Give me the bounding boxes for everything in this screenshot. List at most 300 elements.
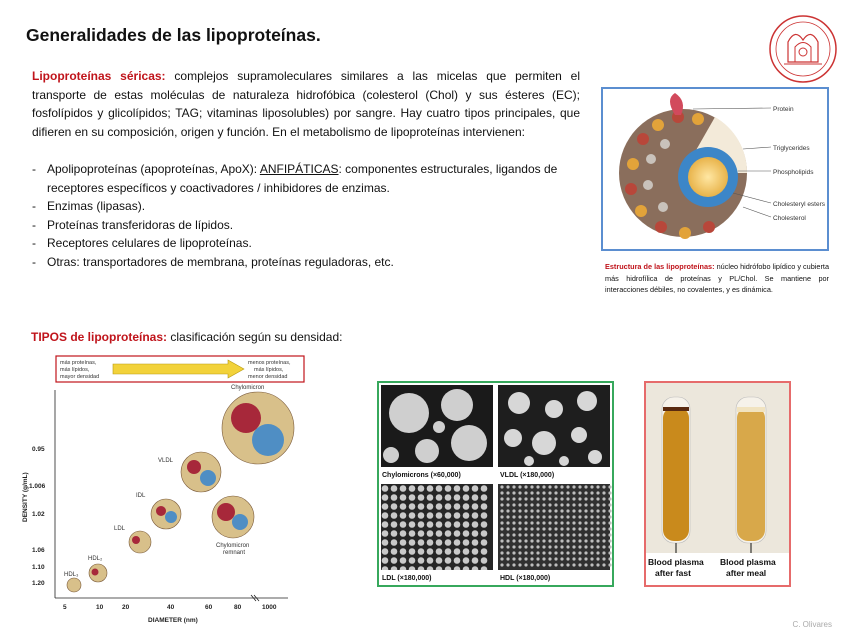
micrograph-particle <box>400 548 407 555</box>
micrograph-particle <box>554 539 557 542</box>
micrograph-particle <box>602 545 605 548</box>
micrograph-particle <box>518 509 521 512</box>
micrograph-particle <box>481 512 488 519</box>
micrograph-particle <box>524 533 527 536</box>
micrograph-particle <box>542 557 545 560</box>
micrograph-particle <box>584 509 587 512</box>
micrograph-particle <box>536 515 539 518</box>
micrograph-particle <box>560 509 563 512</box>
arrow-right-line3: menor densidad <box>248 374 288 380</box>
micrograph-particle <box>506 509 509 512</box>
micrograph-particle <box>596 563 599 566</box>
micrograph-particle <box>578 515 581 518</box>
micrograph-particle <box>418 521 425 528</box>
micrograph-particle <box>418 494 425 501</box>
micrograph-particle <box>512 557 515 560</box>
micrograph-particle <box>548 563 551 566</box>
types-heading-line <box>31 330 342 344</box>
label-idl: IDL <box>136 493 146 499</box>
micrograph-particle <box>608 485 611 488</box>
bullet-list <box>32 160 580 271</box>
lipoprotein-structure-illustration <box>603 89 827 249</box>
micrograph-particle <box>536 563 539 566</box>
micrograph-particle <box>530 551 533 554</box>
micrograph-particle <box>391 548 398 555</box>
micrograph-particle <box>584 557 587 560</box>
micrograph-particle <box>542 491 545 494</box>
micrograph-particle <box>584 491 587 494</box>
micrograph-particle <box>560 551 563 554</box>
plasma-fed <box>737 407 765 541</box>
micrograph-particle <box>566 497 569 500</box>
micrograph-particle <box>500 557 503 560</box>
micrograph-particle <box>548 509 551 512</box>
micrograph-particle <box>608 491 611 494</box>
micrograph-particle <box>572 563 575 566</box>
micrograph-particle <box>590 515 593 518</box>
micrograph-particle <box>436 521 443 528</box>
micrograph-particle <box>572 557 575 560</box>
y-tick: 1.10 <box>32 564 45 571</box>
micrograph-particle <box>512 509 515 512</box>
micrograph-particle <box>518 563 521 566</box>
micrograph-particle <box>578 545 581 548</box>
label-hdl3: HDL₃ <box>64 572 79 578</box>
micrograph-particle <box>542 539 545 542</box>
micrograph-particle <box>566 485 569 488</box>
micrograph-particle <box>418 530 425 537</box>
micrograph-particle <box>590 509 593 512</box>
arrow-left-line1: más proteínas, <box>60 360 97 366</box>
micrograph-particle <box>572 485 575 488</box>
micrograph-particle <box>445 539 452 546</box>
label-cholesteryl-esters: Cholesteryl esters <box>773 201 826 208</box>
electron-micrographs <box>379 383 612 585</box>
micrograph-particle <box>506 563 509 566</box>
micrograph-particle <box>542 515 545 518</box>
micrograph-particle <box>472 503 479 510</box>
micrograph-particle <box>554 521 557 524</box>
micrograph-particle <box>506 551 509 554</box>
micrograph-particle <box>481 539 488 546</box>
credit-text: C. Olivares <box>792 620 832 629</box>
micrograph-particle <box>596 509 599 512</box>
micrograph-particle <box>454 512 461 519</box>
micrograph-particle <box>391 485 398 492</box>
micrograph-particle <box>542 533 545 536</box>
bullet-transfer-proteins: - Proteínas transferidoras de lípidos. <box>32 216 580 235</box>
micrograph-particle <box>590 527 593 530</box>
micrograph-particle <box>584 551 587 554</box>
micrograph-particle <box>560 557 563 560</box>
micrograph-particle <box>560 503 563 506</box>
micrograph-particle <box>578 551 581 554</box>
micrograph-particle <box>427 485 434 492</box>
tube-label-right-line1: Blood plasma <box>720 557 776 567</box>
x-tick: 60 <box>205 604 213 611</box>
micrograph-particle <box>409 557 416 564</box>
micrograph-particle <box>548 491 551 494</box>
micrograph-particle <box>500 497 503 500</box>
micrograph-particle <box>463 539 470 546</box>
micrograph-particle <box>524 557 527 560</box>
micrograph-particle <box>584 503 587 506</box>
micrograph-particle <box>590 503 593 506</box>
label-vldl: VLDL <box>158 458 174 464</box>
hdl3-particle <box>67 578 81 592</box>
micrograph-particle <box>602 503 605 506</box>
micrograph-particle <box>506 503 509 506</box>
micrograph-particle <box>400 485 407 492</box>
micrograph-particle <box>542 485 545 488</box>
label-phospholipids: Phospholipids <box>773 169 814 176</box>
types-text: clasificación según su densidad: <box>167 330 343 344</box>
tube-label-right-line2: after meal <box>726 568 767 578</box>
micrograph-particle <box>506 497 509 500</box>
micrograph-particle <box>512 533 515 536</box>
micrograph-particle <box>472 494 479 501</box>
micrograph-particle <box>500 491 503 494</box>
arrow-left-line2: más lípidos, <box>60 367 90 373</box>
micrograph-particle <box>512 527 515 530</box>
micrograph-particle <box>548 503 551 506</box>
micrograph-particle <box>506 521 509 524</box>
micrograph-particle <box>536 485 539 488</box>
micrograph-particle <box>548 551 551 554</box>
bullet-text: : componentes estructurales, ligandos de receptores específicos y coactivadores / inhibidores de enzimas. <box>47 162 558 195</box>
micrograph-particle <box>391 521 398 528</box>
x-tick: 20 <box>122 604 130 611</box>
micrograph-particle <box>400 512 407 519</box>
micrograph-particle <box>518 485 521 488</box>
micrograph-particle <box>608 563 611 566</box>
micrograph-particle <box>436 557 443 564</box>
vldl-particle <box>181 452 221 492</box>
micrograph-particle <box>584 521 587 524</box>
micrograph-particle <box>602 563 605 566</box>
micrograph-particle <box>454 530 461 537</box>
x-tick: 80 <box>234 604 242 611</box>
micrograph-particle <box>596 545 599 548</box>
x-tick: 5 <box>63 604 67 611</box>
micrograph-particle <box>518 503 521 506</box>
bullet-enzymes: - Enzimas (lipasas). <box>32 197 580 216</box>
blood-plasma-tubes-panel <box>644 381 791 587</box>
micrograph-particle <box>608 515 611 518</box>
micrograph-particle <box>596 503 599 506</box>
micrograph-particle <box>524 491 527 494</box>
micrograph-particle <box>472 539 479 546</box>
micrograph-particle <box>554 533 557 536</box>
micrograph-particle <box>500 515 503 518</box>
micrograph-particle <box>530 557 533 560</box>
micrograph-particle <box>524 521 527 524</box>
micrograph-particle <box>418 548 425 555</box>
micrograph-particle <box>584 515 587 518</box>
micrograph-particle <box>400 494 407 501</box>
micrograph-particle <box>409 530 416 537</box>
y-tick: 1.20 <box>32 580 45 587</box>
micrograph-particle <box>481 548 488 555</box>
micrograph-particle <box>500 527 503 530</box>
micrograph-particle <box>536 491 539 494</box>
micrograph-particle <box>554 515 557 518</box>
micrograph-particle <box>572 539 575 542</box>
micrograph-particle <box>554 545 557 548</box>
micrograph-particle <box>391 512 398 519</box>
x-axis-label: DIAMETER (nm) <box>148 617 198 624</box>
micrograph-particle <box>578 485 581 488</box>
micrograph-particle <box>463 548 470 555</box>
micrograph-particle <box>566 533 569 536</box>
y-tick: 1.006 <box>29 483 46 490</box>
micrograph-particle <box>445 494 452 501</box>
micrograph-particle <box>427 539 434 546</box>
micrograph-particle <box>530 521 533 524</box>
micrograph-particle <box>500 533 503 536</box>
micrograph-particle <box>590 521 593 524</box>
micrograph-particle <box>542 527 545 530</box>
micrograph-particle <box>427 512 434 519</box>
label-chylomicron: Chylomicron <box>231 385 265 391</box>
micrograph-particle <box>481 557 488 564</box>
micrograph-particle <box>454 485 461 492</box>
micrograph-particle <box>427 557 434 564</box>
micrograph-particle <box>472 512 479 519</box>
micrograph-particle <box>590 557 593 560</box>
micrograph-particle <box>542 509 545 512</box>
micrograph-particle <box>554 557 557 560</box>
micrograph-particle <box>391 557 398 564</box>
micrograph-particle <box>500 509 503 512</box>
micrograph-particle <box>427 548 434 555</box>
micrograph-particle <box>391 530 398 537</box>
micrograph-particle <box>596 515 599 518</box>
micrograph-particle <box>382 548 389 555</box>
micrograph-particle <box>436 485 443 492</box>
micrograph-particle <box>512 485 515 488</box>
micrograph-particle <box>536 533 539 536</box>
micrograph-particle <box>512 539 515 542</box>
micrograph-particle <box>596 491 599 494</box>
slide-title: Generalidades de las lipoproteínas. <box>26 25 321 45</box>
micrograph-particle <box>566 539 569 542</box>
micrograph-particle <box>608 551 611 554</box>
micrograph-label-chylomicrons: Chylomicrons (×60,000) <box>382 472 461 479</box>
micrograph-particle <box>445 503 452 510</box>
micrograph-particle <box>530 527 533 530</box>
micrograph-particle <box>518 497 521 500</box>
electron-micrographs-panel <box>377 381 614 587</box>
micrograph-particle <box>463 521 470 528</box>
micrograph-particle <box>400 521 407 528</box>
micrograph-particle <box>500 485 503 488</box>
micrograph-particle <box>596 539 599 542</box>
micrograph-particle <box>596 521 599 524</box>
micrograph-particle <box>590 497 593 500</box>
micrograph-particle <box>463 485 470 492</box>
micrograph-particle <box>454 503 461 510</box>
micrograph-particle <box>454 557 461 564</box>
micrograph-particle <box>560 527 563 530</box>
micrograph-particle <box>524 551 527 554</box>
micrograph-particle <box>524 485 527 488</box>
bullet-text: Apolipoproteínas (apoproteínas, ApoX): <box>47 162 260 176</box>
micrograph-particle <box>566 509 569 512</box>
micrograph-particle <box>608 539 611 542</box>
label-protein: Protein <box>773 106 794 113</box>
micrograph-particle <box>602 515 605 518</box>
micrograph-particle <box>382 539 389 546</box>
micrograph-particle <box>590 551 593 554</box>
micrograph-particle <box>436 494 443 501</box>
micrograph-particle <box>548 521 551 524</box>
micrograph-particle <box>566 563 569 566</box>
structure-caption <box>605 261 829 296</box>
micrograph-particle <box>608 527 611 530</box>
micrograph-particle <box>382 557 389 564</box>
micrograph-particle <box>602 539 605 542</box>
micrograph-particle <box>548 527 551 530</box>
micrograph-particle <box>445 521 452 528</box>
micrograph-particle <box>572 503 575 506</box>
micrograph-particle <box>602 485 605 488</box>
micrograph-particle <box>578 539 581 542</box>
micrograph-particle <box>481 521 488 528</box>
micrograph-particle <box>530 545 533 548</box>
micrograph-particle <box>512 545 515 548</box>
micrograph-particle <box>518 527 521 530</box>
micrograph-particle <box>542 497 545 500</box>
micrograph-particle <box>536 557 539 560</box>
y-tick: 1.06 <box>32 547 45 554</box>
micrograph-particle <box>530 539 533 542</box>
micrograph-particle <box>506 533 509 536</box>
micrograph-particle <box>560 539 563 542</box>
micrograph-particle <box>463 494 470 501</box>
lipoprotein-structure-figure <box>601 87 829 251</box>
caption-heading: Estructura de las lipoproteínas: <box>605 262 715 271</box>
intro-heading: Lipoproteínas séricas: <box>32 69 166 83</box>
micrograph-particle <box>454 494 461 501</box>
bullet-others: - Otras: transportadores de membrana, proteínas reguladoras, etc. <box>32 253 580 272</box>
micrograph-particle <box>578 491 581 494</box>
micrograph-particle <box>602 551 605 554</box>
particle-spheres <box>67 392 294 592</box>
micrograph-particle <box>454 548 461 555</box>
micrograph-particle <box>418 503 425 510</box>
micrograph-particle <box>560 497 563 500</box>
micrograph-particle <box>506 515 509 518</box>
micrograph-particle <box>608 545 611 548</box>
micrograph-particle <box>548 533 551 536</box>
micrograph-particle <box>481 494 488 501</box>
micrograph-particle <box>572 551 575 554</box>
micrograph-particle <box>409 485 416 492</box>
micrograph-particle <box>524 563 527 566</box>
micrograph-particle <box>548 539 551 542</box>
micrograph-particle <box>560 515 563 518</box>
micrograph-particle <box>500 563 503 566</box>
micrograph-particle <box>463 530 470 537</box>
micrograph-particle <box>472 485 479 492</box>
micrograph-particle <box>436 548 443 555</box>
micrograph-particle <box>382 503 389 510</box>
density-diameter-figure <box>18 352 338 626</box>
micrograph-label-hdl: HDL (×180,000) <box>500 575 551 582</box>
micrograph-particle <box>524 503 527 506</box>
micrograph-particle <box>500 521 503 524</box>
micrograph-particle <box>400 557 407 564</box>
micrograph-particle <box>382 485 389 492</box>
micrograph-particle <box>566 545 569 548</box>
micrograph-particle <box>572 527 575 530</box>
micrograph-particle <box>518 557 521 560</box>
micrograph-particle <box>512 515 515 518</box>
micrograph-particle <box>602 557 605 560</box>
micrograph-particle <box>560 521 563 524</box>
micrograph-particle <box>542 551 545 554</box>
micrograph-particle <box>524 545 527 548</box>
micrograph-particle <box>566 551 569 554</box>
micrograph-particle <box>500 551 503 554</box>
micrograph-particle <box>436 512 443 519</box>
x-tick: 10 <box>96 604 104 611</box>
lipid-core <box>688 157 728 197</box>
micrograph-particle <box>391 494 398 501</box>
micrograph-particle <box>463 557 470 564</box>
bullet-receptors: - Receptores celulares de lipoproteínas. <box>32 234 580 253</box>
caption-text: núcleo hidrófobo lipídico y cubierta más hidrofílica de proteínas y PL/Chol. Se mantiene por interacciones débiles, no covalentes, y es dinámica. <box>605 262 829 294</box>
micrograph-particle <box>596 551 599 554</box>
intro-text: complejos supramoleculares similares a las micelas que permiten el transporte de estas moléculas de naturaleza hidrofóbica (colesterol (Chol) y sus ésteres (EC); fosfolípidos y glicolípidos; TAG; vitaminas liposolubles) por sangre. Hay cuatro tipos principales, que difieren en su composición, origen y función. En el metabolismo de lipoproteínas intervienen: <box>32 69 580 139</box>
micrograph-particle <box>596 497 599 500</box>
micrograph-particle <box>572 497 575 500</box>
micrograph-particle <box>572 515 575 518</box>
micrograph-particle <box>530 503 533 506</box>
micrograph-particle <box>560 485 563 488</box>
label-remnant-line2: remnant <box>223 550 246 556</box>
micrograph-particle <box>506 557 509 560</box>
micrograph-particle <box>524 497 527 500</box>
micrograph-particle <box>382 512 389 519</box>
micrograph-particle <box>518 491 521 494</box>
micrograph-particle <box>536 539 539 542</box>
micrograph-particle <box>445 557 452 564</box>
micrograph-particle <box>548 557 551 560</box>
micrograph-particle <box>602 533 605 536</box>
micrograph-particle <box>518 533 521 536</box>
blood-plasma-tubes <box>646 383 789 585</box>
micrograph-particle <box>500 503 503 506</box>
micrograph-particle <box>524 515 527 518</box>
micrograph-particle <box>500 545 503 548</box>
micrograph-particle <box>572 509 575 512</box>
arrow-right-line1: menos proteínas, <box>248 360 291 366</box>
micrograph-label-vldl: VLDL (×180,000) <box>500 472 555 479</box>
micrograph-particle <box>506 539 509 542</box>
micrograph-particle <box>409 521 416 528</box>
micrograph-particle <box>536 545 539 548</box>
label-cholesterol: Cholesterol <box>773 215 806 222</box>
micrograph-particle <box>554 503 557 506</box>
y-tick: 1.02 <box>32 511 45 518</box>
micrograph-particle <box>427 494 434 501</box>
micrograph-particle <box>512 521 515 524</box>
micrograph-particle <box>436 503 443 510</box>
university-seal-logo <box>768 14 838 84</box>
micrograph-particle <box>554 527 557 530</box>
